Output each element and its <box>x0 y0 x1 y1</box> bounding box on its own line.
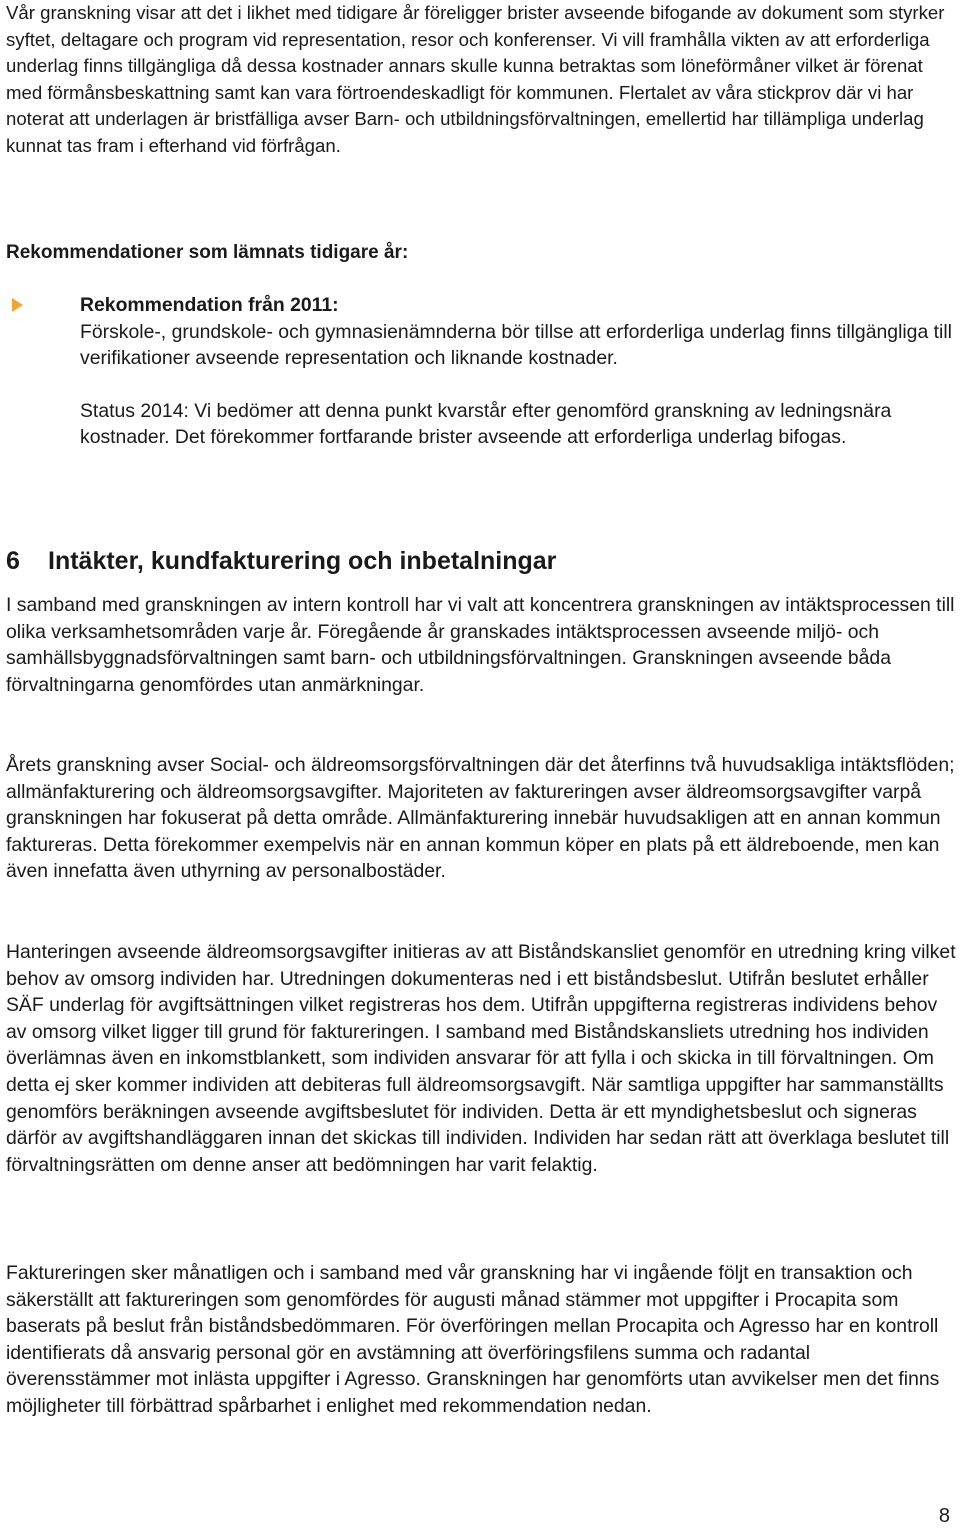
section-paragraph: I samband med granskningen av intern kontroll har vi valt att koncentrera granskningen av intäktsprocessen till olika verksamhetsområden varje år. Föregående år granskades intäktsprocessen avseende miljö- och samhällsbyggnadsförvaltningen samt barn- och utbildningsförvaltningen. Granskningen avseende båda förvaltningarna genomfördes utan anmärkningar. <box>6 594 955 696</box>
recommendation-item <box>6 292 956 451</box>
intro-block <box>6 0 956 160</box>
recommendation-status: Status 2014: Vi bedömer att denna punkt kvarstår efter genomförd granskning av ledningsnära kostnader. Det förekommer fortfarande brister avseende att erforderliga underlag bifogas. <box>80 399 892 449</box>
section-heading-block <box>6 545 956 577</box>
section-title: Intäkter, kundfakturering och inbetalningar <box>48 547 557 575</box>
recommendation-body <box>80 292 956 451</box>
section-heading <box>6 545 956 577</box>
section-paragraph: Hanteringen avseende äldreomsorgsavgifter initieras av att Biståndskansliet genomför en utredning kring vilket behov av omsorg individen har. Utredningen dokumenteras ned i ett biståndsbeslut. Utifrån beslutet erhåller SÄF underlag för avgiftsättningen vilket registreras hos dem. Utifrån uppgifterna registreras individens behov av omsorg vilket ligger till grund för faktureringen. I samband med Biståndskansliets utredning hos individen överlämnas även en inkomstblankett, som individen ansvarar för att fylla i och skicka in till förvaltningen. Om detta ej sker kommer individen att debiteras full äldreomsorgsavgift. När samtliga uppgifter har sammanställts genomförs beräkningen avseende avgiftsbeslutet för individen. Detta är ett myndighetsbeslut och signeras därför av avgiftshandläggaren innan det skickas till individen. Individen har sedan rätt att överklaga beslutet till förvaltningsrätten om denne anser att bedömningen har varit felaktig. <box>6 941 956 1176</box>
recommendation-title: Rekommendation från 2011: <box>80 294 339 316</box>
section-paragraph-3-block <box>6 939 956 1178</box>
triangle-bullet-icon <box>12 298 23 312</box>
section-paragraph-1-block <box>6 592 956 698</box>
section-paragraph: Faktureringen sker månatligen och i samband med vår granskning har vi ingående följt en transaktion och säkerställt att faktureringen som genomfördes för augusti månad stämmer mot uppgifter i Procapita som baserats på beslut från biståndsbedömmaren. För överföringen mellan Procapita och Agresso har en kontroll identifierats då ansvarig personal gör en avstämning att överföringsfilens summa och radantal överensstämmer mot inlästa uppgifter i Agresso. Granskningen har genomförts utan avvikelser men det finns möjligheter till förbättrad spårbarhet i enlighet med rekommendation nedan. <box>6 1262 940 1417</box>
page-number: 8 <box>938 1505 950 1527</box>
section-number: 6 <box>6 547 20 575</box>
section-paragraph: Årets granskning avser Social- och äldreomsorgsförvaltningen där det återfinns två huvudsakliga intäktsflöden; allmänfakturering och äldreomsorgsavgifter. Majoriteten av faktureringen avser äldreomsorgsavgifter varpå granskningen har fokuserat på detta område. Allmänfakturering innebär huvudsakligen att en annan kommun faktureras. Detta förekommer exempelvis när en annan kommun köper en plats på ett äldreboende, men kan även innefatta även uthyrning av personalbostäder. <box>6 754 955 883</box>
recommendations-heading-block <box>6 240 956 266</box>
recommendation-text: Förskole-, grundskole- och gymnasienämnderna bör tillse att erforderliga underlag finns tillgängliga till verifikationer avseende representation och liknande kostnader. <box>80 320 952 370</box>
recommendations-heading: Rekommendationer som lämnats tidigare år: <box>6 242 409 263</box>
intro-paragraph: Vår granskning visar att det i likhet med tidigare år föreligger brister avseende bifogande av dokument som styrker syftet, deltagare och program vid representation, resor och konferenser. Vi vill framhålla vikten av att erforderliga underlag finns tillgängliga då dessa kostnader annars skulle kunna betraktas som löneförmåner vilket är förenat med förmånsbeskattning samt kan vara förtroendeskadligt för kommunen. Flertalet av våra stickprov där vi har noterat att underlagen är bristfälliga avser Barn- och utbildningsförvaltningen, emellertid har tillämpliga underlag kunnat tas fram i efterhand vid förfrågan. <box>6 2 945 156</box>
section-paragraph-2-block <box>6 752 956 885</box>
section-paragraph-4-block <box>6 1260 956 1420</box>
